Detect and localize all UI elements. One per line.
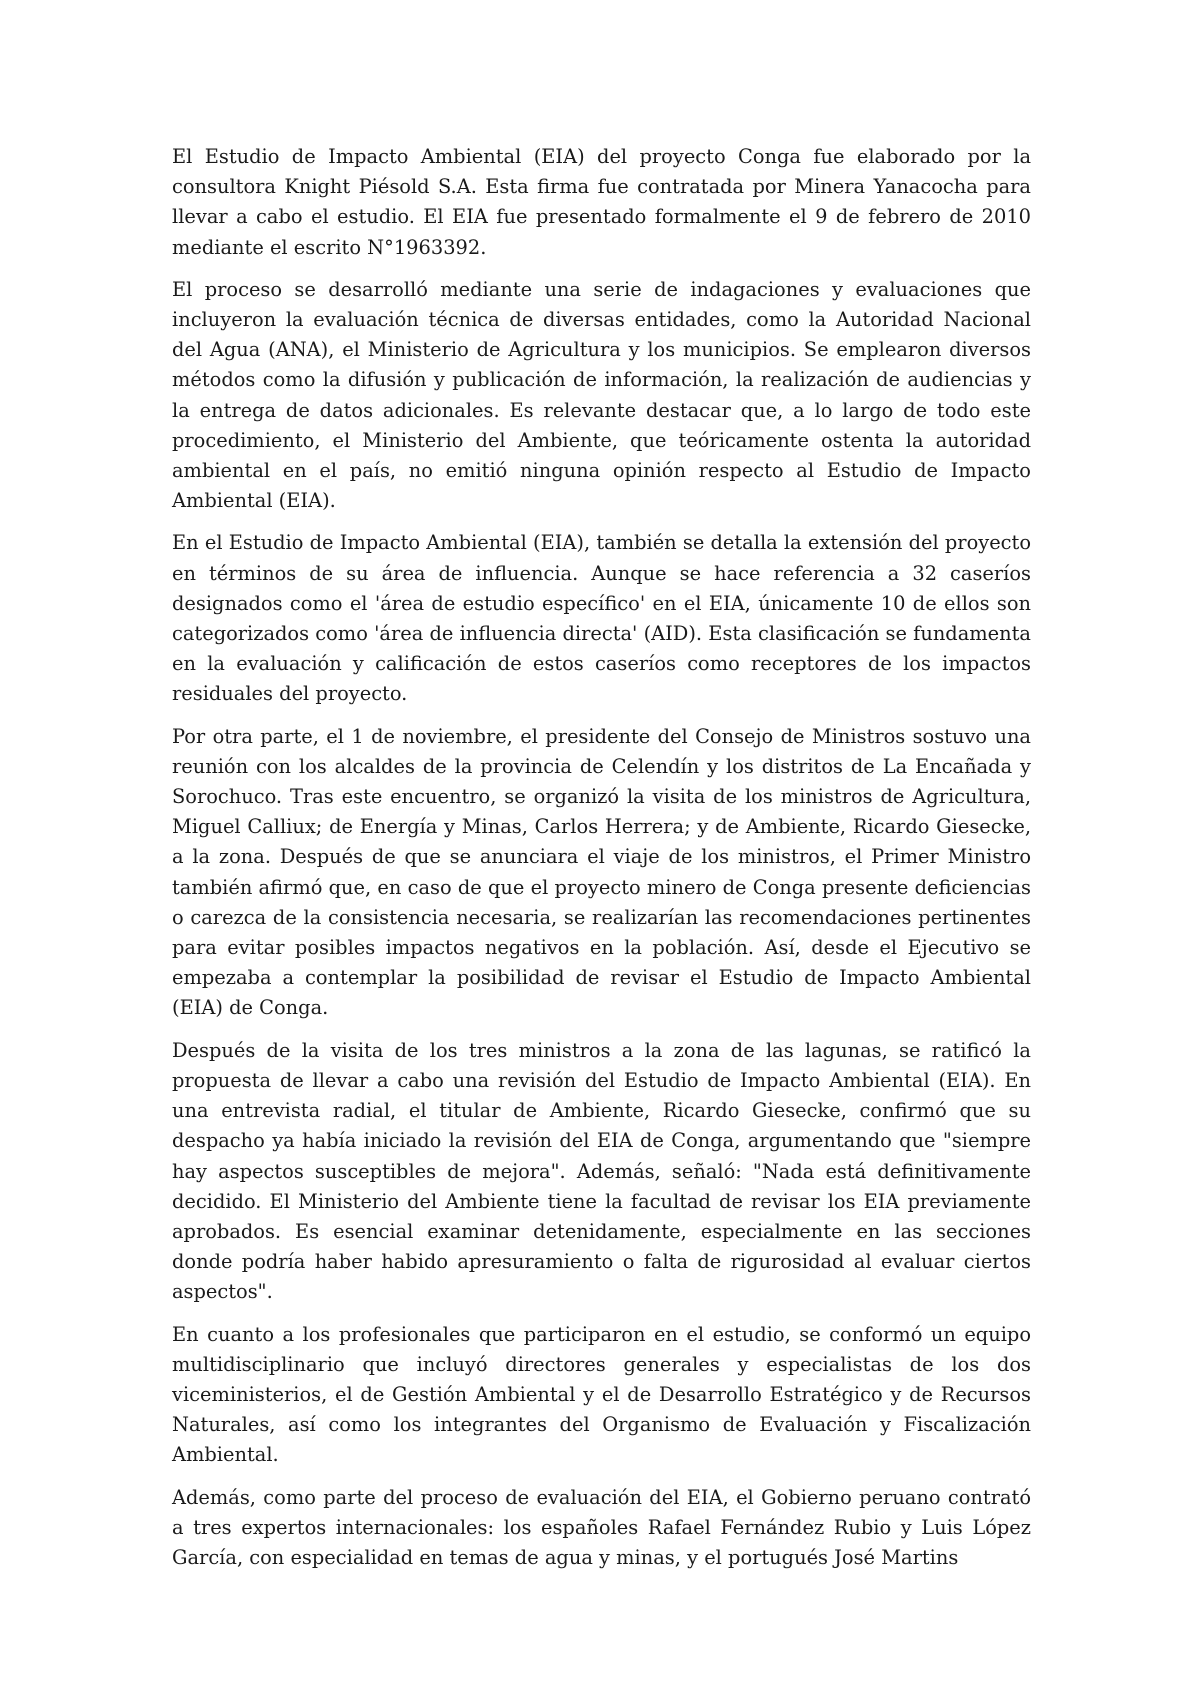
paragraph-3: En el Estudio de Impacto Ambiental (EIA), también se detalla la extensión del proyecto en términos de su área de influencia. Aunque se hace referencia a 32 caseríos designados como el 'área de estudio específico' en el EIA, únicamente 10 de ellos son categorizados como 'área de influencia directa' (AID). Esta clasificación se fundamenta en la evaluación y calificación de estos caseríos como receptores de los impactos residuales del proyecto.	[172, 531, 1031, 706]
paragraph-1: El Estudio de Impacto Ambiental (EIA) del proyecto Conga fue elaborado por la consultora Knight Piésold S.A. Esta firma fue contratada por Minera Yanacocha para llevar a cabo el estudio. El EIA fue presentado formalmente el 9 de febrero de 2010 mediante el escrito N°1963392.	[172, 145, 1031, 259]
paragraph-2: El proceso se desarrolló mediante una serie de indagaciones y evaluaciones que incluyeron la evaluación técnica de diversas entidades, como la Autoridad Nacional del Agua (ANA), el Ministerio de Agricultura y los municipios. Se emplearon diversos métodos como la difusión y publicación de información, la realización de audiencias y la entrega de datos adicionales. Es relevante destacar que, a lo largo de todo este procedimiento, el Ministerio del Ambiente, que teóricamente ostenta la autoridad ambiental en el país, no emitió ninguna opinión respecto al Estudio de Impacto Ambiental (EIA).	[172, 277, 1031, 513]
paragraph-7: Además, como parte del proceso de evaluación del EIA, el Gobierno peruano contrató a tres expertos internacionales: los españoles Rafael Fernández Rubio y Luis López García, con especialidad en temas de agua y minas, y el portugués José Martins	[172, 1485, 1031, 1569]
paragraph-6: En cuanto a los profesionales que participaron en el estudio, se conformó un equipo multidisciplinario que incluyó directores generales y especialistas de los dos viceministerios, el de Gestión Ambiental y el de Desarrollo Estratégico y de Recursos Naturales, así como los integrantes del Organismo de Evaluación y Fiscalización Ambiental.	[172, 1322, 1031, 1467]
paragraph-5: Después de la visita de los tres ministros a la zona de las lagunas, se ratificó la propuesta de llevar a cabo una revisión del Estudio de Impacto Ambiental (EIA). En una entrevista radial, el titular de Ambiente, Ricardo Giesecke, confirmó que su despacho ya había iniciado la revisión del EIA de Conga, argumentando que "siempre hay aspectos susceptibles de mejora". Además, señaló: "Nada está definitivamente decidido. El Ministerio del Ambiente tiene la facultad de revisar los EIA previamente aprobados. Es esencial examinar detenidamente, especialmente en las secciones donde podría haber habido apresuramiento o falta de rigurosidad al evaluar ciertos aspectos".	[172, 1038, 1031, 1304]
paragraph-4: Por otra parte, el 1 de noviembre, el presidente del Consejo de Ministros sostuvo una reunión con los alcaldes de la provincia de Celendín y los distritos de La Encañada y Sorochuco. Tras este encuentro, se organizó la visita de los ministros de Agricultura, Miguel Calliux; de Energía y Minas, Carlos Herrera; y de Ambiente, Ricardo Giesecke, a la zona. Después de que se anunciara el viaje de los ministros, el Primer Ministro también afirmó que, en caso de que el proyecto minero de Conga presente deficiencias o carezca de la consistencia necesaria, se realizarían las recomendaciones pertinentes para evitar posibles impactos negativos en la población. Así, desde el Ejecutivo se empezaba a contemplar la posibilidad de revisar el Estudio de Impacto Ambiental (EIA) de Conga.	[172, 724, 1031, 1020]
document-body	[172, 142, 1031, 1585]
